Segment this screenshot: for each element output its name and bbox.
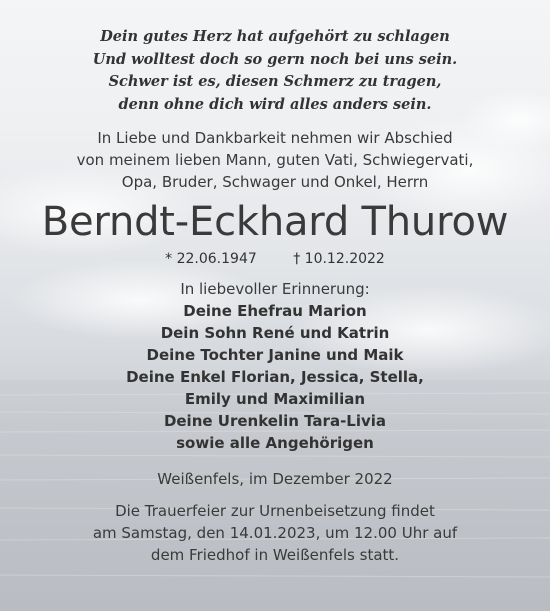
intro-line: Opa, Bruder, Schwager und Onkel, Herrn	[121, 173, 429, 191]
poem-line: denn ohne dich wird alles anders sein.	[118, 95, 432, 113]
mourner-line: Deine Tochter Janine und Maik	[146, 346, 404, 364]
mourners-heading: In liebevoller Erinnerung:	[180, 280, 370, 298]
intro-line: von meinem lieben Mann, guten Vati, Schwiegervati,	[76, 151, 474, 169]
mourner-line: Deine Enkel Florian, Jessica, Stella,	[126, 368, 424, 386]
mourner-line: Emily und Maximilian	[184, 390, 366, 408]
poem-line: Und wolltest doch so gern noch bei uns sein.	[92, 50, 458, 68]
death-date: † 10.12.2022	[293, 251, 385, 267]
place-and-date: Weißenfels, im Dezember 2022	[157, 470, 393, 488]
poem	[0, 26, 550, 116]
mourner-line: Deine Ehefrau Marion	[183, 302, 367, 320]
intro-line: In Liebe und Dankbarkeit nehmen wir Abschied	[97, 129, 453, 147]
farewell-intro	[0, 127, 550, 193]
mourner-line: Deine Urenkelin Tara-Livia	[163, 412, 387, 430]
mourners-list	[0, 300, 550, 454]
poem-line: Dein gutes Herz hat aufgehört zu schlagen	[100, 28, 450, 45]
birth-date: * 22.06.1947	[165, 251, 257, 267]
mourner-line: sowie alle Angehörigen	[176, 434, 374, 452]
deceased-name: Berndt-Eckhard Thurow	[41, 199, 509, 245]
mourner-line: Dein Sohn René und Katrin	[160, 324, 390, 342]
poem-line: Schwer ist es, diesen Schmerz zu tragen,	[108, 73, 442, 90]
service-line: dem Friedhof in Weißenfels statt.	[150, 546, 400, 564]
service-line: Die Trauerfeier zur Urnenbeisetzung findet	[115, 502, 435, 520]
service-line: am Samstag, den 14.01.2023, um 12.00 Uhr auf	[92, 524, 458, 542]
funeral-service-info	[0, 500, 550, 566]
life-dates	[0, 249, 550, 269]
